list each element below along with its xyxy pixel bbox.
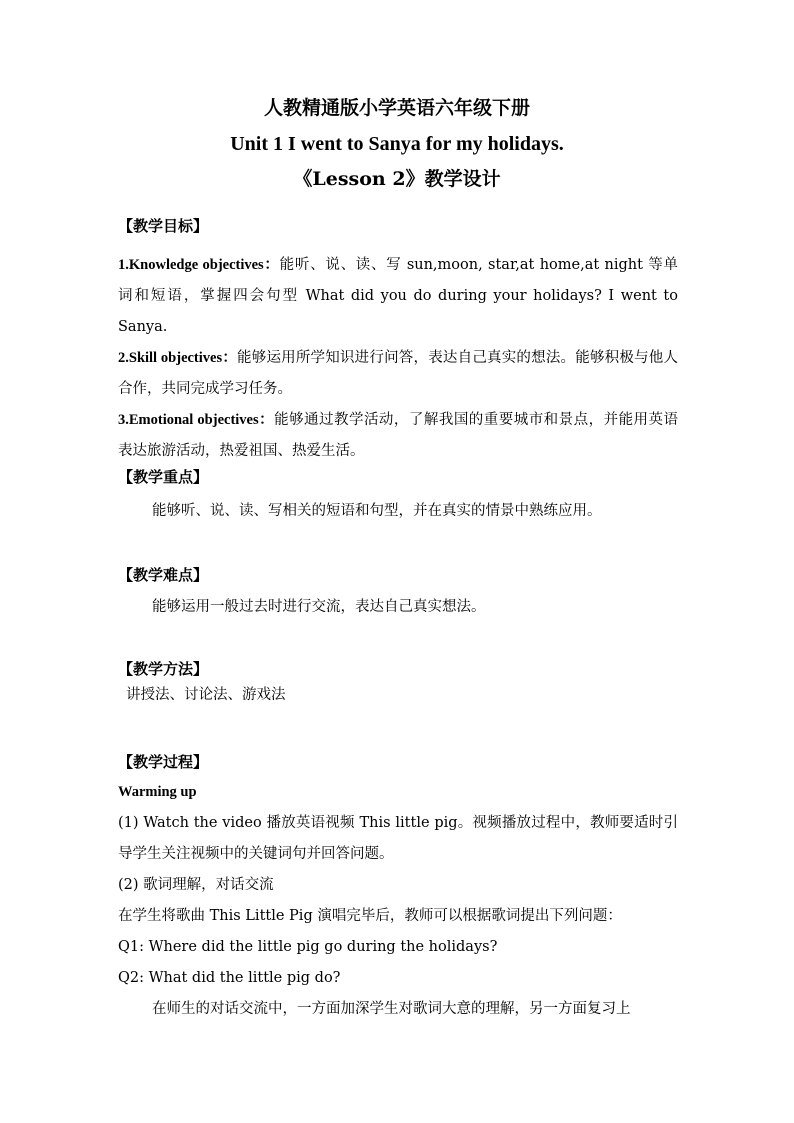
warming-up-label: Warming up: [118, 784, 197, 800]
difficulties-heading: 【教学难点】: [118, 566, 209, 584]
lesson-title: 《Lesson 2》教学设计: [293, 168, 501, 190]
objective-skill: [118, 343, 678, 405]
objective-text: 能够运用所学知识进行问答，表达自己真实的想法。能够积极与他人合作，共同完成学习任务。: [118, 350, 678, 397]
objective-emotional: [118, 405, 678, 467]
unit-title: Unit 1 I went to Sanya for my holidays.: [230, 133, 564, 155]
process-step-1: (1) Watch the video 播放英语视频 This little pig。视频播放过程中，教师要适时引导学生关注视频中的关键词句并回答问题。: [118, 815, 678, 862]
key-points-text: 能够听、说、读、写相关的短语和句型，并在真实的情景中熟练应用。: [152, 503, 602, 519]
objectives-heading: 【教学目标】: [118, 217, 209, 235]
process-intro: 在学生将歌曲 This Little Pig 演唱完毕后，教师可以根据歌词提出下列问题：: [118, 908, 622, 924]
objective-label: 1.Knowledge objectives：: [118, 257, 280, 273]
objective-text: 能够通过教学活动，了解我国的重要城市和景点，并能用英语表达旅游活动，热爱祖国、热爱生活。: [118, 412, 679, 459]
process-step-2: (2) 歌词理解，对话交流: [118, 877, 274, 893]
difficulties-text: 能够运用一般过去时进行交流，表达自己真实想法。: [152, 599, 486, 615]
objective-label: 3.Emotional objectives：: [118, 412, 275, 428]
objective-knowledge: [118, 250, 678, 343]
process-section: [118, 752, 678, 1025]
methods-heading: 【教学方法】: [118, 660, 209, 678]
objective-label: 2.Skill objectives：: [118, 350, 238, 366]
process-paragraph: 在师生的对话交流中，一方面加深学生对歌词大意的理解，另一方面复习上: [152, 1001, 631, 1017]
difficulties-section: [118, 565, 678, 617]
objectives-section: [118, 216, 678, 467]
document-title: 人教精通版小学英语六年级下册: [263, 97, 530, 119]
key-points-heading: 【教学重点】: [118, 468, 209, 486]
methods-section: [118, 659, 678, 705]
objective-text: 能听、说、读、写 sun,moon, star,at home,at night 等单词和短语，掌握四会句型 What did you do during your holidays? I went to Sanya.: [118, 257, 679, 335]
key-points-section: [118, 467, 678, 521]
methods-text: 讲授法、讨论法、游戏法: [126, 687, 286, 703]
process-heading: 【教学过程】: [118, 753, 209, 771]
question-2: Q2: What did the little pig do?: [118, 970, 341, 986]
question-1: Q1: Where did the little pig go during the holidays?: [118, 939, 498, 955]
